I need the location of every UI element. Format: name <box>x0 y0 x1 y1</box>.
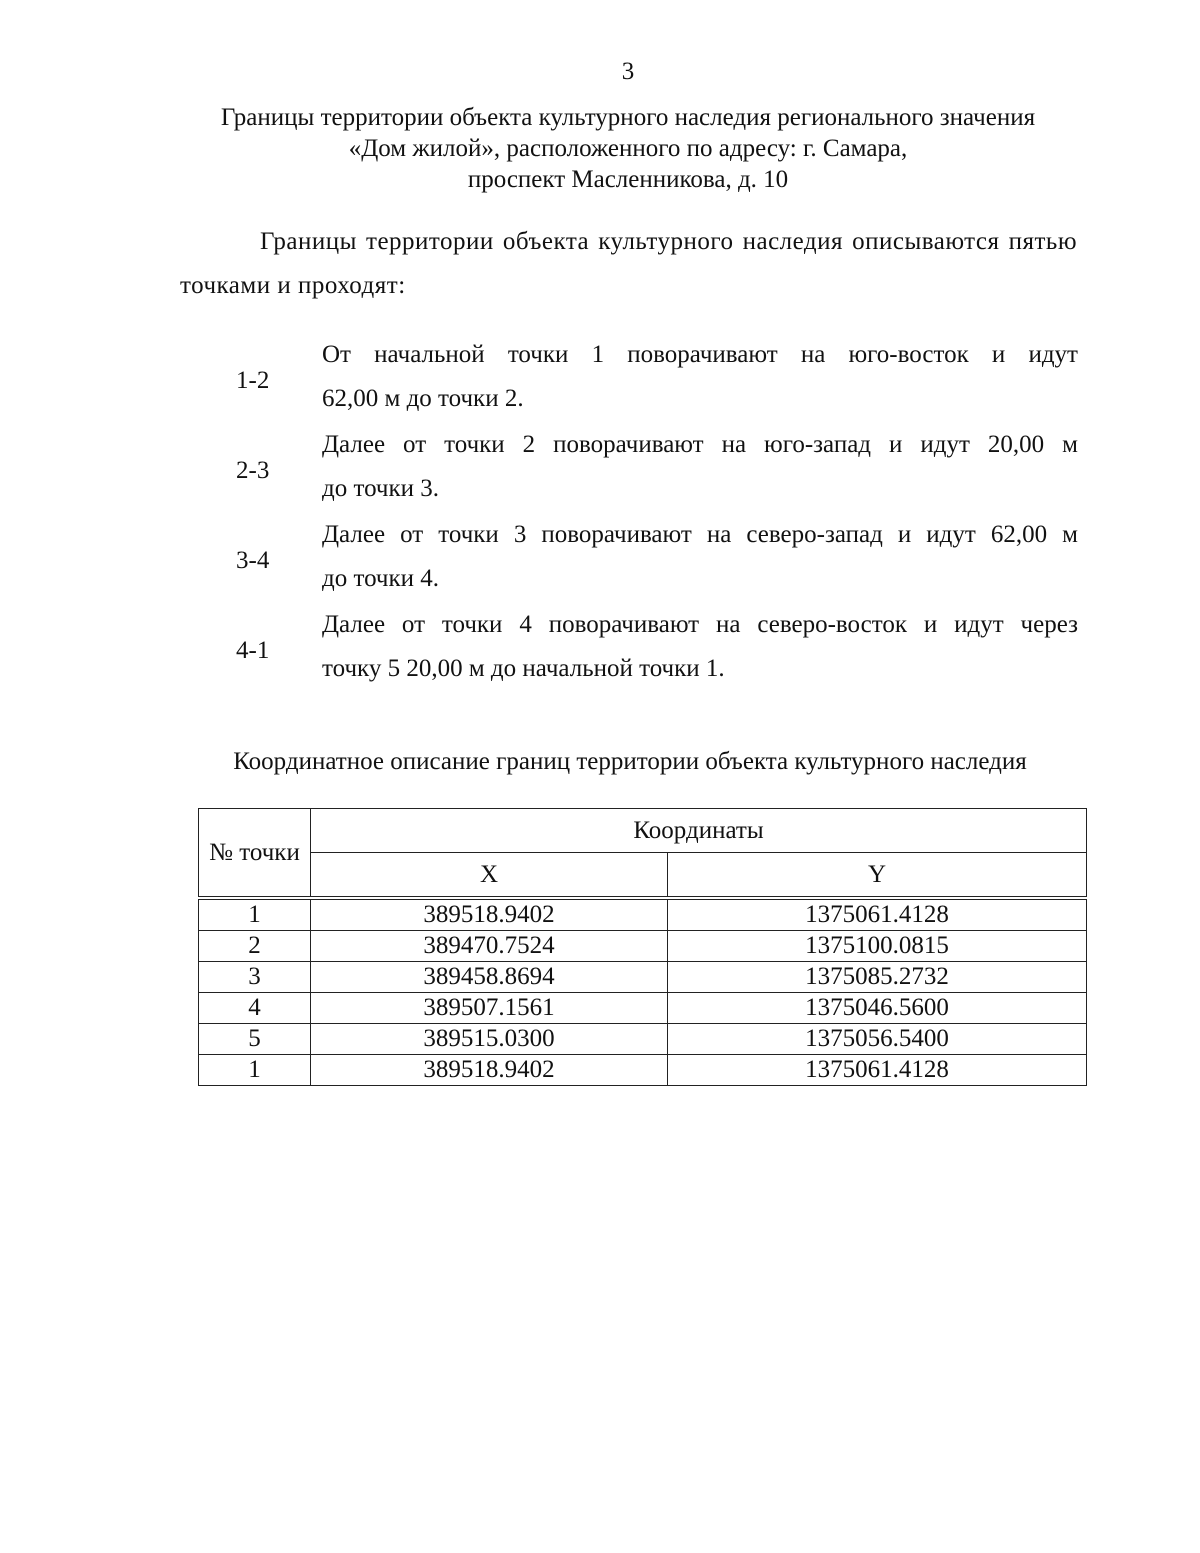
segment-item <box>236 603 1078 693</box>
segment-id: 1-2 <box>236 367 270 394</box>
cell-x: 389518.9402 <box>311 898 668 931</box>
segment-line-2: до точки 3. <box>322 475 440 502</box>
table-row <box>199 993 1087 1024</box>
cell-y: 1375061.4128 <box>668 898 1087 931</box>
header-x: X <box>311 853 668 899</box>
segment-id: 3-4 <box>236 547 270 574</box>
table-caption: Координатное описание границ территории объекта культурного наследия <box>233 748 1027 775</box>
segment-line-2: точку 5 20,00 м до начальной точки 1. <box>322 655 725 682</box>
title-line-3: проспект Масленникова, д. 10 <box>467 166 789 193</box>
table-row <box>199 1024 1087 1055</box>
title-line-2: «Дом жилой», расположенного по адресу: г. Самара, <box>348 135 908 162</box>
segment-description <box>322 603 1078 691</box>
table-row <box>199 962 1087 993</box>
header-coordinates: Координаты <box>311 809 1087 853</box>
title-line-1: Границы территории объекта культурного наследия регионального значения <box>220 104 1036 131</box>
segment-description <box>322 423 1078 511</box>
cell-x: 389458.8694 <box>311 962 668 993</box>
boundary-segments <box>236 333 1078 693</box>
segment-id: 2-3 <box>236 457 270 484</box>
segment-item <box>236 513 1078 603</box>
table-row <box>199 1055 1087 1086</box>
segment-description <box>322 513 1078 601</box>
segment-line-1: Далее от точки 3 поворачивают на северо-запад и идут 62,00 м <box>322 521 1078 548</box>
cell-y: 1375046.5600 <box>668 993 1087 1024</box>
document-title <box>0 102 1200 195</box>
cell-point: 5 <box>199 1024 311 1055</box>
table-row <box>199 898 1087 931</box>
cell-point: 2 <box>199 931 311 962</box>
page-number: 3 <box>621 58 635 85</box>
segment-line-1: Далее от точки 4 поворачивают на северо-восток и идут через <box>322 611 1078 638</box>
segment-item <box>236 423 1078 513</box>
cell-point: 1 <box>199 1055 311 1086</box>
cell-x: 389507.1561 <box>311 993 668 1024</box>
cell-x: 389515.0300 <box>311 1024 668 1055</box>
segment-line-1: От начальной точки 1 поворачивают на юго-восток и идут <box>322 341 1078 368</box>
cell-x: 389470.7524 <box>311 931 668 962</box>
segment-description <box>322 333 1078 421</box>
cell-y: 1375056.5400 <box>668 1024 1087 1055</box>
intro-paragraph: Границы территории объекта культурного наследия описываются пятью точками и проходят: <box>180 228 1077 299</box>
cell-point: 4 <box>199 993 311 1024</box>
segment-line-2: до точки 4. <box>322 565 440 592</box>
cell-y: 1375085.2732 <box>668 962 1087 993</box>
cell-point: 3 <box>199 962 311 993</box>
cell-x: 389518.9402 <box>311 1055 668 1086</box>
segment-line-1: Далее от точки 2 поворачивают на юго-запад и идут 20,00 м <box>322 431 1078 458</box>
coordinates-table <box>198 808 1087 1086</box>
header-y: Y <box>668 853 1087 899</box>
cell-point: 1 <box>199 898 311 931</box>
cell-y: 1375061.4128 <box>668 1055 1087 1086</box>
table-row <box>199 931 1087 962</box>
segment-id: 4-1 <box>236 637 270 664</box>
header-point-number: № точки <box>199 809 311 899</box>
segment-item <box>236 333 1078 423</box>
segment-line-2: 62,00 м до точки 2. <box>322 385 524 412</box>
cell-y: 1375100.0815 <box>668 931 1087 962</box>
